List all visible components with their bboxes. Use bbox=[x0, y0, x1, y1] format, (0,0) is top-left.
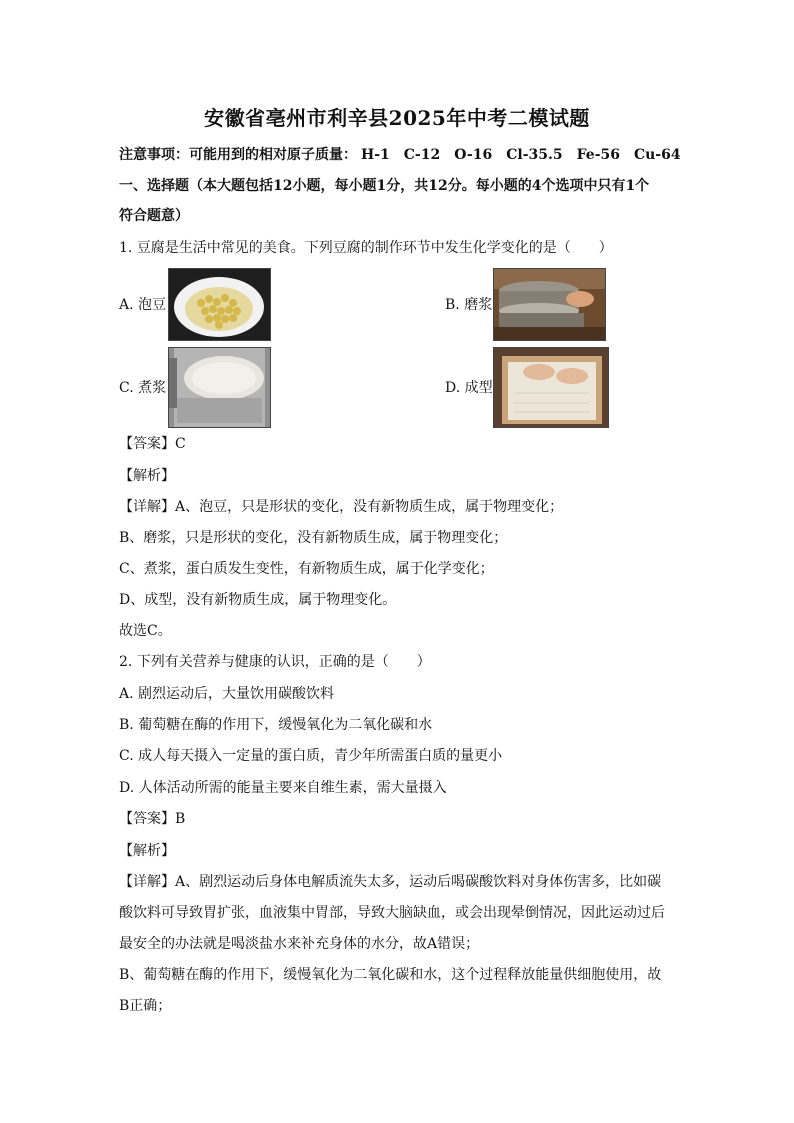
q1-detail-tag: 【详解】 bbox=[119, 499, 175, 515]
q1-option-b-label: B. 磨浆 bbox=[445, 297, 493, 313]
stone-mill-photo bbox=[493, 268, 606, 341]
q2-detail-line-2: 酸饮料可导致胃扩张，血液集中胃部，导致大脑缺血，或会出现晕倒情况，因此运动过后 bbox=[119, 905, 665, 921]
q2-detail-line-5: B正确； bbox=[119, 998, 172, 1014]
q2-answer: 【答案】B bbox=[119, 811, 186, 827]
q2-option-c: C. 成人每天摄入一定量的蛋白质，青少年所需蛋白质的量更小 bbox=[119, 748, 503, 764]
mass-cu: Cu-64 bbox=[633, 147, 681, 163]
mass-h: H-1 bbox=[361, 147, 390, 163]
q1-analysis-label: 【解析】 bbox=[119, 468, 175, 484]
section-heading-line1: 一、选择题（本大题包括12小题，每小题1分，共12分。每小题的4个选项中只有1个 bbox=[119, 178, 650, 194]
notes-label: 注意事项：可能用到的相对原子质量： bbox=[119, 147, 357, 163]
q1-detail-line-2: B、磨浆，只是形状的变化，没有新物质生成，属于物理变化； bbox=[119, 530, 508, 546]
boiling-soymilk-photo bbox=[168, 347, 271, 428]
q1-option-a-label: A. 泡豆 bbox=[119, 297, 167, 313]
notes-line bbox=[119, 145, 679, 165]
mass-fe: Fe-56 bbox=[576, 147, 620, 163]
section-heading-line2: 符合题意） bbox=[119, 208, 189, 224]
mass-c: C-12 bbox=[403, 147, 441, 163]
q1-stem: 1. 豆腐是生活中常见的美食。下列豆腐的制作环节中发生化学变化的是（ ） bbox=[119, 240, 613, 256]
q2-detail-line-1: 【详解】A、剧烈运动后身体电解质流失太多，运动后喝碳酸饮料对身体伤害多，比如碳 bbox=[119, 874, 662, 890]
q2-detail-tag: 【详解】 bbox=[119, 874, 175, 890]
page-title: 安徽省亳州市利辛县2025年中考二模试题 bbox=[204, 106, 590, 130]
q2-option-d: D. 人体活动所需的能量主要来自维生素，需大量摄入 bbox=[119, 780, 447, 796]
q1-detail-line-3: C、煮浆，蛋白质发生变性，有新物质生成，属于化学变化； bbox=[119, 561, 494, 577]
q2-option-b: B. 葡萄糖在酶的作用下，缓慢氧化为二氧化碳和水 bbox=[119, 717, 433, 733]
q2-option-a: A. 剧烈运动后，大量饮用碳酸饮料 bbox=[119, 686, 335, 702]
q2-analysis-label: 【解析】 bbox=[119, 843, 175, 859]
mass-o: O-16 bbox=[454, 147, 493, 163]
tofu-pressing-photo bbox=[493, 347, 609, 428]
q1-option-c-label: C. 煮浆 bbox=[119, 380, 167, 396]
q2-detail-line-4: B、葡萄糖在酶的作用下，缓慢氧化为二氧化碳和水，这个过程释放能量供细胞使用，故 bbox=[119, 967, 662, 983]
q1-conclusion: 故选C。 bbox=[119, 623, 172, 639]
q1-detail-line-4: D、成型，没有新物质生成，属于物理变化。 bbox=[119, 592, 397, 608]
soaked-soybeans-photo bbox=[168, 268, 271, 341]
mass-cl: Cl-35.5 bbox=[506, 147, 563, 163]
q2-stem: 2. 下列有关营养与健康的认识，正确的是（ ） bbox=[119, 654, 431, 670]
q1-answer: 【答案】C bbox=[119, 436, 186, 452]
q1-option-d-label: D. 成型 bbox=[445, 380, 493, 396]
q2-detail-line-3: 最安全的办法就是喝淡盐水来补充身体的水分，故A错误； bbox=[119, 936, 480, 952]
q1-detail-line-1: 【详解】A、泡豆，只是形状的变化，没有新物质生成，属于物理变化； bbox=[119, 499, 564, 515]
